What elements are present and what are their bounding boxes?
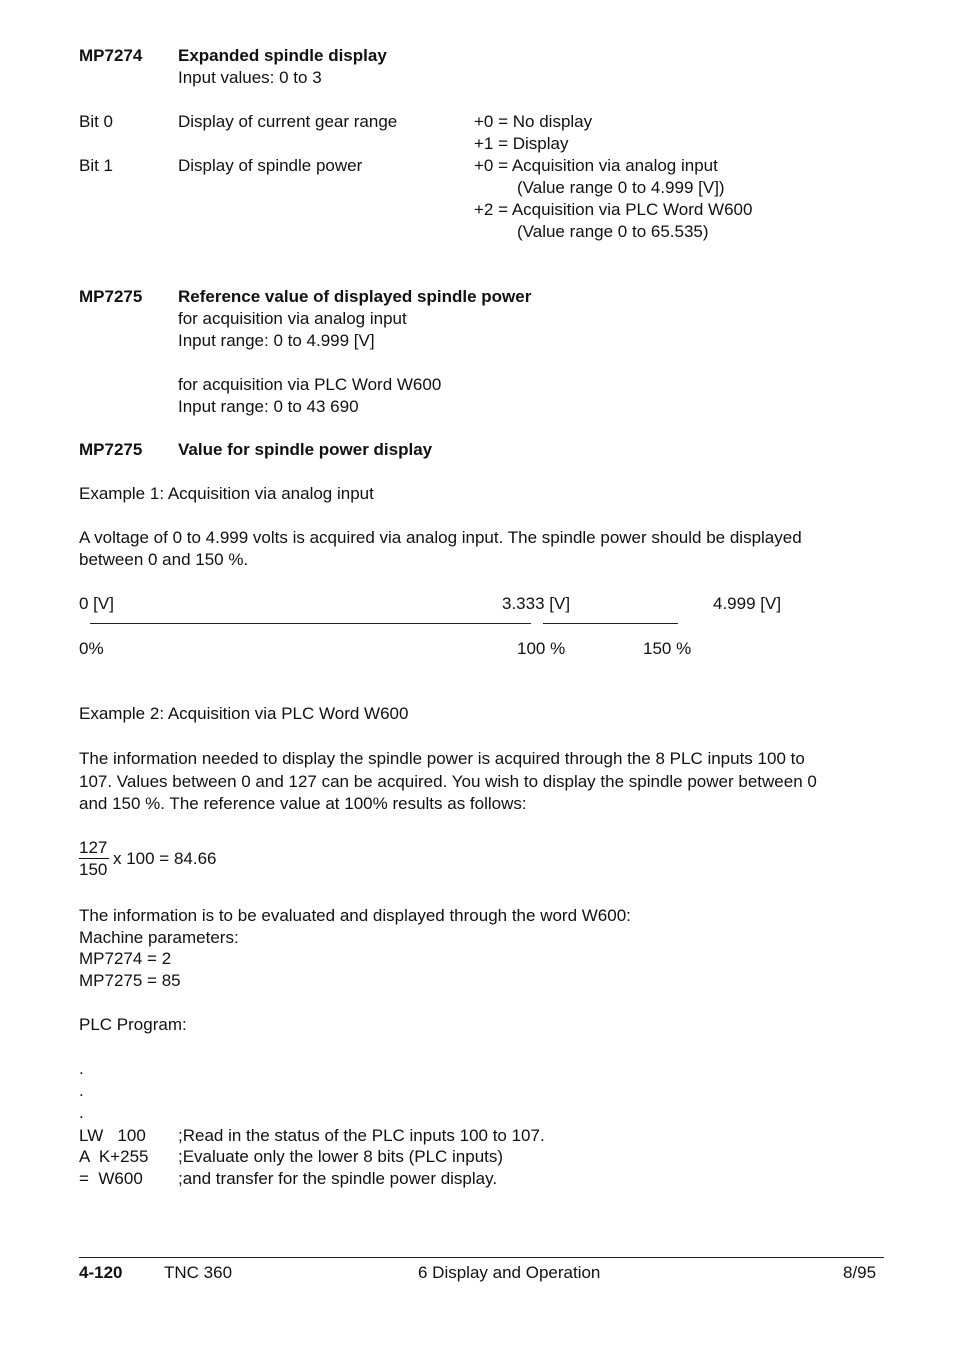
plc-heading: PLC Program: [79, 1015, 187, 1034]
bit1-option-2-range: (Value range 0 to 65.535) [517, 222, 709, 241]
scale-percent-1: 100 % [517, 639, 566, 658]
footer-chapter: 6 Display and Operation [418, 1263, 601, 1282]
eval-text-2: Machine parameters: [79, 928, 239, 947]
mp7274-id: MP7274 [79, 46, 143, 65]
plc-code-op: = W600 [79, 1169, 143, 1188]
bit1-option-1-range: (Value range 0 to 4.999 [V]) [517, 178, 725, 197]
example2-text-2: 107. Values between 0 and 127 can be acquired. You wish to display the spindle power between 0 [79, 772, 817, 791]
example2-text-1: The information needed to display the spindle power is acquired through the 8 PLC inputs 100 to [79, 749, 805, 768]
mp7275a-line-2: Input range: 0 to 4.999 [V] [178, 331, 375, 350]
plc-code-op: LW 100 [79, 1126, 146, 1145]
bit1-option-1: +0 = Acquisition via analog input [474, 156, 718, 175]
plc-dot-1: . [79, 1059, 84, 1078]
scale-voltage-0: 0 [V] [79, 594, 114, 613]
example1-text-2: between 0 and 150 %. [79, 550, 249, 569]
example2-heading: Example 2: Acquisition via PLC Word W600 [79, 704, 409, 723]
plc-code-comment: ;Read in the status of the PLC inputs 100 to 107. [178, 1126, 545, 1145]
scale-line-left [90, 623, 531, 624]
eval-text-1: The information is to be evaluated and displayed through the word W600: [79, 906, 631, 925]
footer-rule [79, 1257, 884, 1258]
fraction-denominator: 150 [79, 860, 108, 879]
mp7274-input-values: Input values: 0 to 3 [178, 68, 322, 87]
mp7275b-id: MP7275 [79, 440, 143, 459]
plc-code-comment: ;Evaluate only the lower 8 bits (PLC inputs) [178, 1147, 504, 1166]
bit1-desc: Display of spindle power [178, 156, 363, 175]
scale-voltage-1: 3.333 [V] [502, 594, 571, 613]
footer-page-number: 4-120 [79, 1263, 123, 1282]
mp7275a-line-3: for acquisition via PLC Word W600 [178, 375, 442, 394]
scale-percent-0: 0% [79, 639, 104, 658]
mp7274-title: Expanded spindle display [178, 46, 387, 65]
footer-product: TNC 360 [164, 1263, 233, 1282]
bit0-label: Bit 0 [79, 112, 114, 131]
footer-date: 8/95 [843, 1263, 877, 1282]
scale-line-right [543, 623, 678, 624]
scale-percent-2: 150 % [643, 639, 692, 658]
mp7275b-title: Value for spindle power display [178, 440, 433, 459]
mp7275a-line-1: for acquisition via analog input [178, 309, 407, 328]
fraction-numerator: 127 [79, 838, 108, 857]
bit0-option-1: +0 = No display [474, 112, 593, 131]
bit0-option-2: +1 = Display [474, 134, 569, 153]
mp7275a-id: MP7275 [79, 287, 143, 306]
eval-text-4: MP7275 = 85 [79, 971, 181, 990]
scale-voltage-2: 4.999 [V] [713, 594, 782, 613]
bit0-desc: Display of current gear range [178, 112, 398, 131]
example1-heading: Example 1: Acquisition via analog input [79, 484, 374, 503]
mp7275a-line-4: Input range: 0 to 43 690 [178, 397, 359, 416]
bit1-label: Bit 1 [79, 156, 114, 175]
plc-code-op: A K+255 [79, 1147, 149, 1166]
plc-code-comment: ;and transfer for the spindle power display. [178, 1169, 498, 1188]
example2-text-3: and 150 %. The reference value at 100% results as follows: [79, 794, 527, 813]
eval-text-3: MP7274 = 2 [79, 949, 172, 968]
plc-dot-2: . [79, 1081, 84, 1100]
mp7275a-title: Reference value of displayed spindle power [178, 287, 532, 306]
bit1-option-2: +2 = Acquisition via PLC Word W600 [474, 200, 753, 219]
fraction-result: x 100 = 84.66 [113, 849, 217, 868]
example1-text-1: A voltage of 0 to 4.999 volts is acquired via analog input. The spindle power should be displayed [79, 528, 802, 547]
plc-dot-3: . [79, 1103, 84, 1122]
